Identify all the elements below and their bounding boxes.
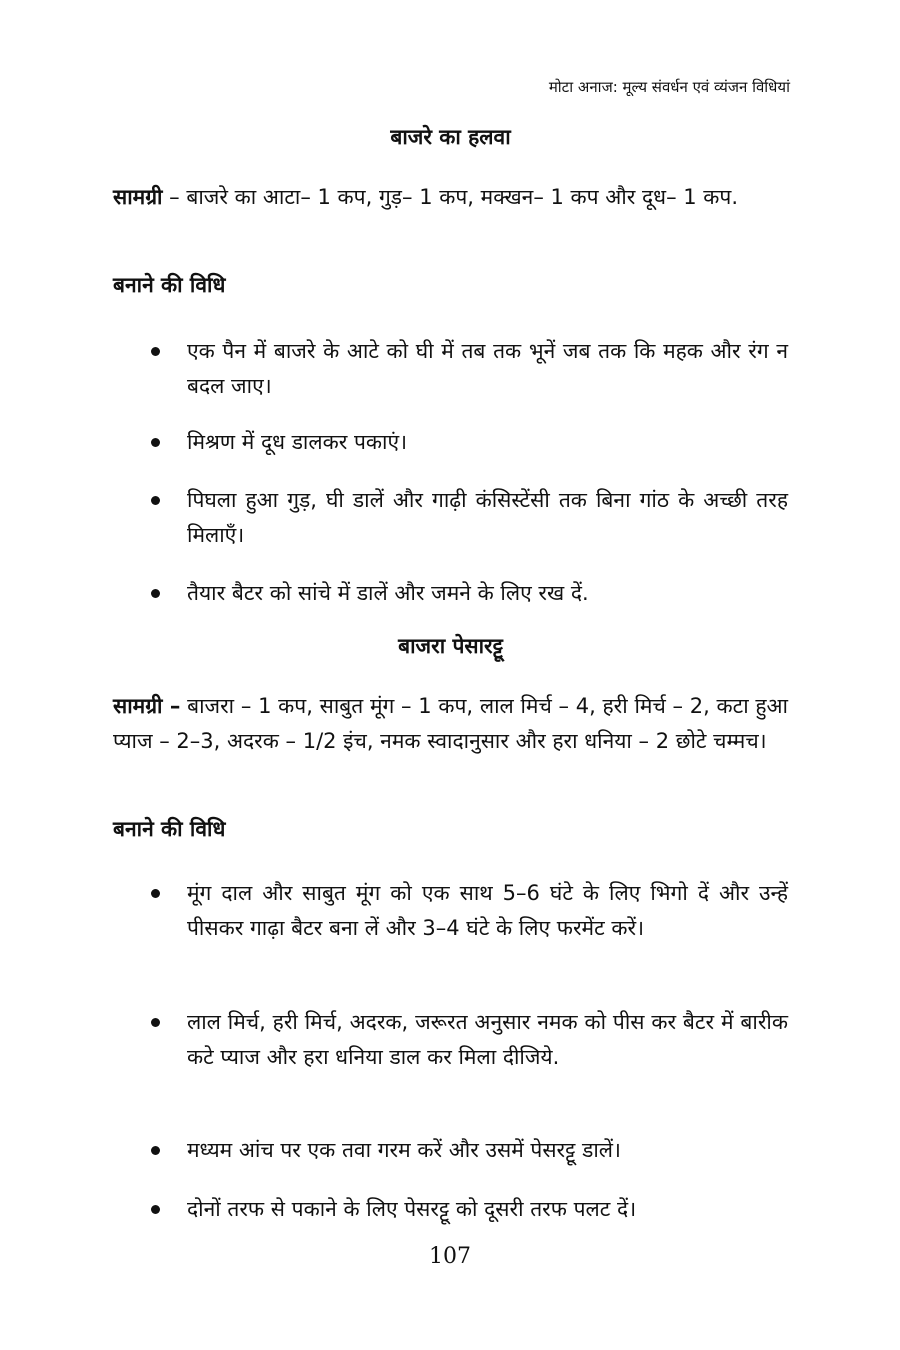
method-steps-list xyxy=(113,1005,788,1075)
ingredients-label: सामग्री – xyxy=(113,694,181,718)
method-steps-list xyxy=(113,1133,788,1168)
step-text: मध्यम आंच पर एक तवा गरम करें और उसमें पेसरट्टू डालें। xyxy=(187,1138,621,1162)
list-item xyxy=(113,334,788,404)
method-steps-list xyxy=(113,483,788,553)
step-text: लाल मिर्च, हरी मिर्च, अदरक, जरूरत अनुसार नमक को पीस कर बैटर में बारीक कटे प्याज और हरा धनिया डाल कर मिला दीजिये. xyxy=(187,1010,788,1069)
bullet-icon xyxy=(151,889,160,898)
method-steps-list xyxy=(113,1192,788,1227)
bullet-icon xyxy=(151,496,160,505)
method-heading: बनाने की विधि xyxy=(113,273,226,297)
ingredients-paragraph xyxy=(113,180,788,215)
step-text: दोनों तरफ से पकाने के लिए पेसरट्टू को दूसरी तरफ पलट दें। xyxy=(187,1197,637,1221)
bullet-icon xyxy=(151,1018,160,1027)
method-steps-list xyxy=(113,425,788,460)
recipe-title: बाजरे का हलवा xyxy=(390,125,511,149)
step-text: एक पैन में बाजरे के आटे को घी में तब तक भूनें जब तक कि महक और रंग न बदल जाए। xyxy=(187,339,788,398)
bullet-icon xyxy=(151,589,160,598)
running-header: मोटा अनाज: मूल्य संवर्धन एवं व्यंजन विधियां xyxy=(548,78,790,96)
step-text: पिघला हुआ गुड़, घी डालें और गाढ़ी कंसिस्टेंसी तक बिना गांठ के अच्छी तरह मिलाएँ। xyxy=(187,488,788,547)
bullet-icon xyxy=(151,347,160,356)
method-steps-list xyxy=(113,334,788,404)
list-item xyxy=(113,1005,788,1075)
ingredients-label: सामग्री xyxy=(113,185,163,209)
recipe-title: बाजरा पेसारट्टू xyxy=(398,634,503,658)
ingredients-paragraph xyxy=(113,689,788,759)
list-item xyxy=(113,1133,788,1168)
method-steps-list xyxy=(113,576,788,611)
step-text: मूंग दाल और साबुत मूंग को एक साथ 5–6 घंटे के लिए भिगो दें और उन्हें पीसकर गाढ़ा बैटर बना लें और 3–4 घंटे के लिए फरमेंट करें। xyxy=(187,881,788,940)
list-item xyxy=(113,576,788,611)
bullet-icon xyxy=(151,1146,160,1155)
bullet-icon xyxy=(151,438,160,447)
method-heading: बनाने की विधि xyxy=(113,817,226,841)
page-number: 107 xyxy=(429,1244,471,1269)
method-steps-list xyxy=(113,876,788,946)
list-item xyxy=(113,1192,788,1227)
ingredients-text: – बाजरे का आटा– 1 कप, गुड़– 1 कप, मक्खन– 1 कप और दूध– 1 कप. xyxy=(162,185,739,209)
list-item xyxy=(113,483,788,553)
bullet-icon xyxy=(151,1205,160,1214)
step-text: तैयार बैटर को सांचे में डालें और जमने के लिए रख दें. xyxy=(187,581,589,605)
ingredients-text: बाजरा – 1 कप, साबुत मूंग – 1 कप, लाल मिर्च – 4, हरी मिर्च – 2, कटा हुआ प्याज – 2–3, अदरक – 1/2 इंच, नमक स्वादानुसार और हरा धनिया – 2 छोटे चम्मच। xyxy=(113,694,788,753)
list-item xyxy=(113,876,788,946)
list-item xyxy=(113,425,788,460)
step-text: मिश्रण में दूध डालकर पकाएं। xyxy=(187,430,408,454)
